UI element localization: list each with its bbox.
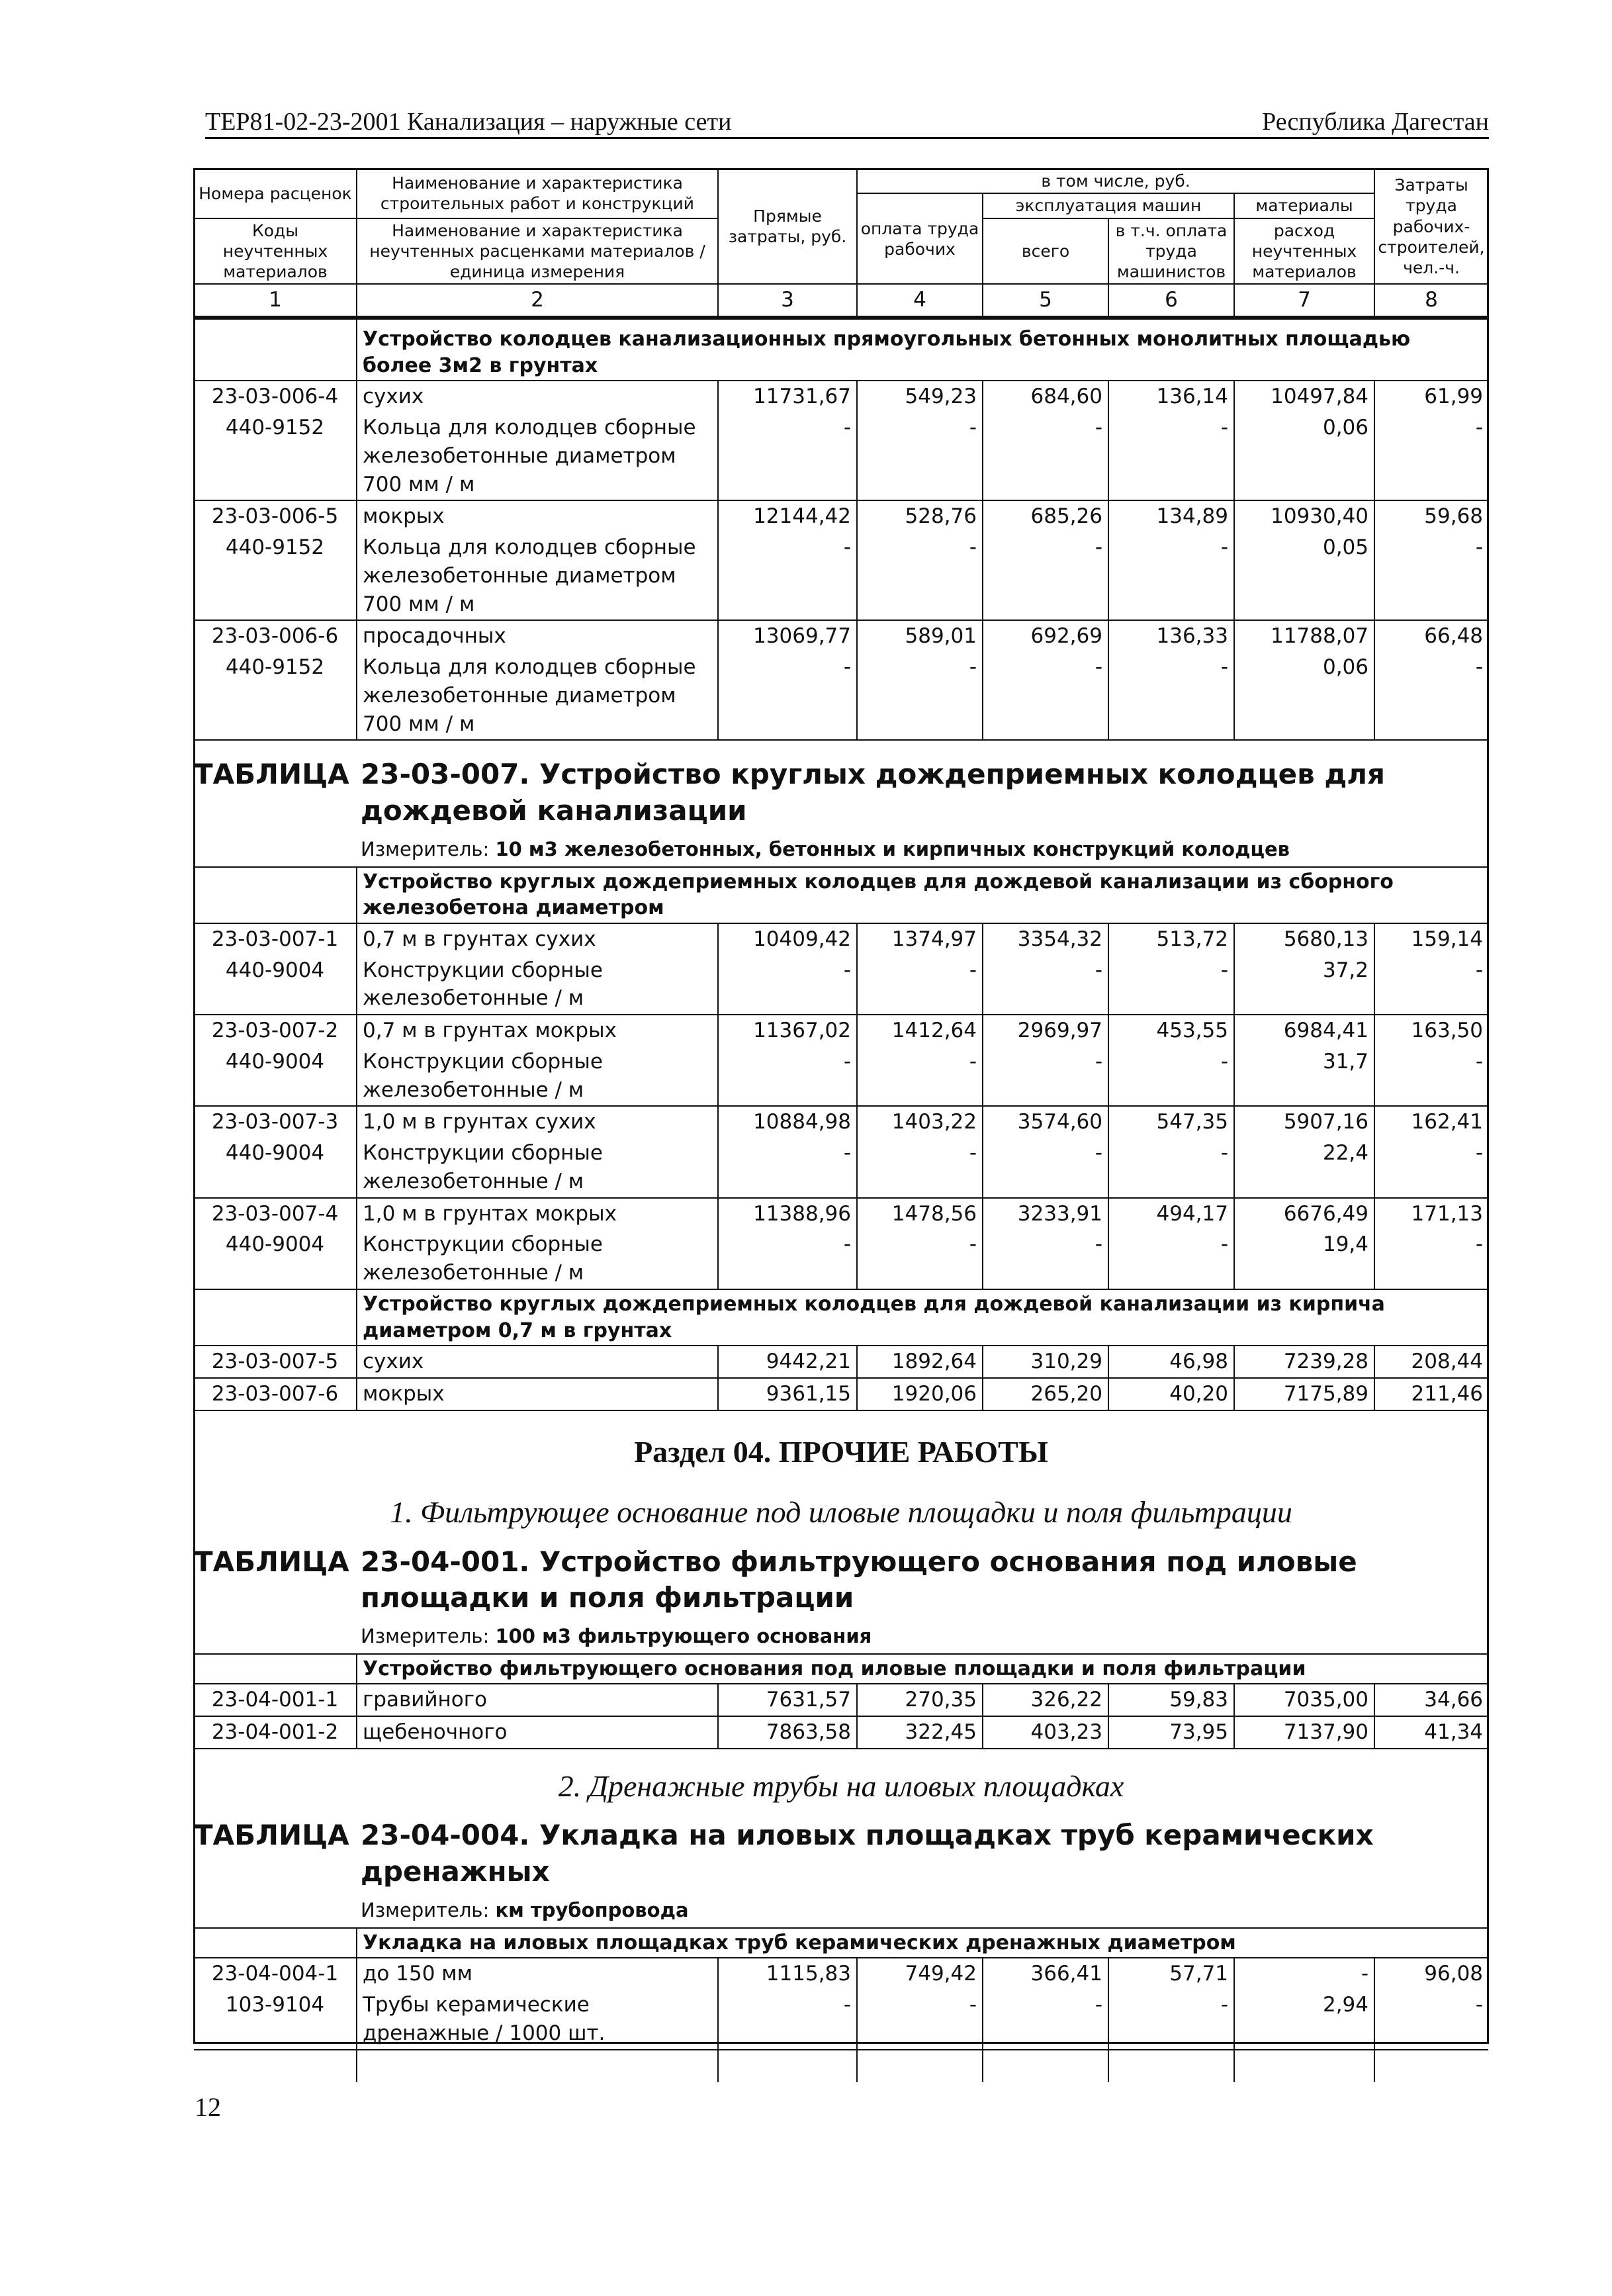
rate-code: 23-03-006-4 (194, 381, 357, 412)
table-row (194, 955, 1488, 1015)
value-cell: - (1475, 1992, 1484, 2017)
value-cell: 136,33 (1108, 620, 1234, 652)
machines-header: эксплуатация машин (983, 193, 1234, 218)
page-header (192, 99, 1489, 139)
table-row (194, 381, 1488, 412)
value-cell: 1412,64 (857, 1015, 983, 1046)
value-cell: 59,83 (1108, 1684, 1234, 1716)
work-name: 1,0 м в грунтах мокрых (357, 1198, 718, 1230)
table-row (194, 1990, 1488, 2050)
value-cell: 326,22 (983, 1684, 1108, 1716)
value-cell: 11388,96 (718, 1198, 857, 1230)
value-cell: - (1475, 1141, 1484, 1166)
value-cell: 547,35 (1108, 1106, 1234, 1138)
value-cell: 136,14 (1108, 381, 1234, 412)
value-cell: 208,44 (1374, 1346, 1488, 1378)
column-numbers: 1 2 3 4 5 6 7 8 (194, 284, 1488, 318)
value-cell: - (718, 955, 857, 1015)
value-cell: 2969,97 (983, 1015, 1108, 1046)
work-name: сухих (357, 381, 718, 412)
value-cell: 366,41 (983, 1958, 1108, 1990)
value-cell: 11731,67 (718, 381, 857, 412)
work-name: до 150 мм (357, 1958, 718, 1990)
value-cell: 159,14 (1374, 923, 1488, 955)
value-cell: 270,35 (857, 1684, 983, 1716)
work-name: мокрых (357, 500, 718, 532)
value-cell: 513,72 (1108, 923, 1234, 955)
value-cell: - (1108, 1990, 1234, 2050)
value-cell: - (857, 412, 983, 500)
table-label: ТАБЛИЦА (194, 758, 349, 791)
value-cell: - (1108, 955, 1234, 1015)
value-cell: - (857, 532, 983, 620)
value-cell: 1403,22 (857, 1106, 983, 1138)
rate-code: 23-04-001-2 (194, 1716, 357, 1749)
value-cell: 3574,60 (983, 1106, 1108, 1138)
page-number: 12 (195, 2092, 221, 2122)
rate-code: 440-9004 (194, 1046, 357, 1107)
subsection-row (194, 1749, 1488, 1928)
subsection-title: 1. Фильтрующее основание под иловые площадки и поля фильтрации (390, 1495, 1292, 1530)
value-cell: - (1108, 532, 1234, 620)
value-cell: 5907,16 (1234, 1106, 1374, 1138)
value-cell: - (1475, 535, 1484, 560)
value-cell: 589,01 (857, 620, 983, 652)
work-name: 1,0 м в грунтах сухих (357, 1106, 718, 1138)
value-cell: 13069,77 (718, 620, 857, 652)
rate-code: 440-9004 (194, 1138, 357, 1198)
value-cell: 11788,07 (1234, 620, 1374, 652)
value-cell: - (857, 1138, 983, 1198)
value-cell: - (718, 1990, 857, 2050)
value-cell: - (718, 532, 857, 620)
work-name: Трубы керамические дренажные / 1000 шт. (357, 1990, 718, 2050)
rate-code: 23-03-007-4 (194, 1198, 357, 1230)
value-cell: - (1108, 652, 1234, 740)
value-cell: 7631,57 (718, 1684, 857, 1716)
materials-header: материалы (1234, 193, 1374, 218)
rates-table (193, 168, 1489, 2082)
col7-header: расход неучтенных материалов (1234, 218, 1374, 285)
work-name: гравийного (357, 1684, 718, 1716)
value-cell: 7239,28 (1234, 1346, 1374, 1378)
work-name: сухих (357, 1346, 718, 1378)
rate-code: 23-03-007-2 (194, 1015, 357, 1046)
table-row (194, 1229, 1488, 1289)
value-cell: 310,29 (983, 1346, 1108, 1378)
rate-code: 23-03-007-1 (194, 923, 357, 955)
value-cell: - (857, 955, 983, 1015)
table-row (194, 1015, 1488, 1046)
table-row (194, 1138, 1488, 1198)
value-cell: 2,94 (1234, 1990, 1374, 2050)
value-cell: - (983, 652, 1108, 740)
rate-code: 23-04-001-1 (194, 1684, 357, 1716)
col1a-header: Номера расценок (194, 169, 357, 218)
value-cell: 59,68 (1374, 500, 1488, 532)
value-cell: 6676,49 (1234, 1198, 1374, 1230)
value-cell: 1374,97 (857, 923, 983, 955)
t401-rows (194, 1684, 1488, 1749)
empty-row (194, 2050, 1488, 2082)
value-cell: 5680,13 (1234, 923, 1374, 955)
work-name: Конструкции сборные железобетонные / м (357, 1046, 718, 1107)
value-cell: - (718, 1046, 857, 1107)
value-cell: - (983, 955, 1108, 1015)
col2b-header: Наименование и характеристика неучтенных расценками материалов / единица измерения (357, 218, 718, 285)
value-cell: - (857, 1229, 983, 1289)
value-cell: 37,2 (1234, 955, 1374, 1015)
incl-header: в том числе, руб. (857, 169, 1374, 193)
value-cell: - (1108, 1046, 1234, 1107)
value-cell: 3354,32 (983, 923, 1108, 955)
work-name: Конструкции сборные железобетонные / м (357, 955, 718, 1015)
value-cell: - (718, 412, 857, 500)
value-cell: 10409,42 (718, 923, 857, 955)
value-cell: 6984,41 (1234, 1015, 1374, 1046)
table-row (194, 412, 1488, 500)
table-row (194, 1378, 1488, 1410)
value-cell: - (1475, 415, 1484, 439)
section-title: Раздел 04. ПРОЧИЕ РАБОТЫ (634, 1434, 1048, 1469)
col4-header: оплата труда рабочих (857, 193, 983, 284)
value-cell: 134,89 (1108, 500, 1234, 532)
value-cell: - (1108, 1229, 1234, 1289)
value-cell: 73,95 (1108, 1716, 1234, 1749)
value-cell: 7175,89 (1234, 1378, 1374, 1410)
col3-header: Прямые затраты, руб. (718, 169, 857, 284)
value-cell: - (983, 532, 1108, 620)
value-cell: 1115,83 (718, 1958, 857, 1990)
value-cell: 9361,15 (718, 1378, 857, 1410)
value-cell: - (718, 1138, 857, 1198)
value-cell: 46,98 (1108, 1346, 1234, 1378)
value-cell: 265,20 (983, 1378, 1108, 1410)
rate-code: 440-9004 (194, 955, 357, 1015)
value-cell: 61,99 (1374, 381, 1488, 412)
rate-code: 440-9152 (194, 532, 357, 620)
work-name: щебеночного (357, 1716, 718, 1749)
value-cell: - (718, 652, 857, 740)
t404-rows (194, 1958, 1488, 2049)
group-heading: Устройство круглых дождеприемных колодцев для дождевой канализации из сборного железобетона диаметром (194, 867, 1488, 923)
value-cell: - (1475, 1232, 1484, 1257)
table-row (194, 652, 1488, 740)
header-row-1 (194, 169, 1488, 193)
table-row (194, 1684, 1488, 1716)
col1b-header: Коды неучтенных материалов (194, 218, 357, 285)
value-cell: - (1108, 412, 1234, 500)
rate-code: 440-9152 (194, 412, 357, 500)
table-row (194, 1046, 1488, 1107)
value-cell: - (983, 412, 1108, 500)
value-cell: 1892,64 (857, 1346, 983, 1378)
value-cell: 749,42 (857, 1958, 983, 1990)
work-name: 0,7 м в грунтах сухих (357, 923, 718, 955)
block1-rows (194, 381, 1488, 740)
value-cell: 34,66 (1374, 1684, 1488, 1716)
table-title: 23-04-004. Укладка на иловых площадках труб керамических дренажных (361, 1819, 1374, 1888)
table-label: ТАБЛИЦА (194, 1545, 349, 1578)
document-code: ТЕР81-02-23-2001 Канализация – наружные сети (205, 108, 732, 136)
value-cell: 528,76 (857, 500, 983, 532)
value-cell: 57,71 (1108, 1958, 1234, 1990)
table-title-row (194, 740, 1488, 866)
table-row (194, 1106, 1488, 1138)
group-heading: Устройство колодцев канализационных прямоугольных бетонных монолитных площадью более 3м2 в грунтах (194, 318, 1488, 381)
value-cell: 163,50 (1374, 1015, 1488, 1046)
value-cell: - (983, 1138, 1108, 1198)
table-label: ТАБЛИЦА (194, 1819, 349, 1852)
table-row (194, 1716, 1488, 1749)
work-name: Кольца для колодцев сборные железобетонные диаметром 700 мм / м (357, 532, 718, 620)
value-cell: - (983, 1990, 1108, 2050)
measure-unit: Измеритель: 100 м3 фильтрующего основания (361, 1624, 872, 1647)
value-cell: - (1475, 958, 1484, 982)
table-row (194, 1198, 1488, 1230)
value-cell: - (1475, 655, 1484, 680)
work-name: Кольца для колодцев сборные железобетонные диаметром 700 мм / м (357, 652, 718, 740)
value-cell: 1478,56 (857, 1198, 983, 1230)
measure-unit: Измеритель: 10 м3 железобетонных, бетонных и кирпичных конструкций колодцев (361, 837, 1290, 860)
t007-rows (194, 923, 1488, 1289)
col8-header: Затраты труда рабочих-строителей, чел.-ч. (1374, 169, 1488, 284)
value-cell: 403,23 (983, 1716, 1108, 1749)
rate-code: 23-03-007-5 (194, 1346, 357, 1378)
value-cell: 19,4 (1234, 1229, 1374, 1289)
table-row (194, 923, 1488, 955)
section-row (194, 1410, 1488, 1654)
t007-brick-rows (194, 1346, 1488, 1410)
col5-header: всего (983, 218, 1108, 285)
work-name: Конструкции сборные железобетонные / м (357, 1229, 718, 1289)
table-row (194, 1346, 1488, 1378)
table-row (194, 1958, 1488, 1990)
group-heading: Устройство круглых дождеприемных колодцев для дождевой канализации из кирпича диаметром 0,7 м в грунтах (194, 1289, 1488, 1346)
rate-code: 440-9004 (194, 1229, 357, 1289)
value-cell: 549,23 (857, 381, 983, 412)
value-cell: 22,4 (1234, 1138, 1374, 1198)
col2a-header: Наименование и характеристика строительных работ и конструкций (357, 169, 718, 218)
rate-code: 23-03-006-6 (194, 620, 357, 652)
value-cell: 66,48 (1374, 620, 1488, 652)
value-cell: 3233,91 (983, 1198, 1108, 1230)
rate-code: 23-03-007-3 (194, 1106, 357, 1138)
value-cell: 0,06 (1234, 652, 1374, 740)
subsection-title: 2. Дренажные трубы на иловых площадках (558, 1768, 1124, 1803)
table-title: 23-03-007. Устройство круглых дождеприемных колодцев для дождевой канализации (361, 758, 1385, 827)
work-name: Конструкции сборные железобетонные / м (357, 1138, 718, 1198)
value-cell: 10930,40 (1234, 500, 1374, 532)
value-cell: 162,41 (1374, 1106, 1488, 1138)
value-cell: 7137,90 (1234, 1716, 1374, 1749)
rate-code: 23-04-004-1 (194, 1958, 357, 1990)
rate-code: 23-03-006-5 (194, 500, 357, 532)
work-name: просадочных (357, 620, 718, 652)
value-cell: 684,60 (983, 381, 1108, 412)
value-cell: - (983, 1046, 1108, 1107)
value-cell: - (1475, 1049, 1484, 1074)
value-cell: 211,46 (1374, 1378, 1488, 1410)
header-rule (205, 137, 1489, 139)
value-cell: 10497,84 (1234, 381, 1374, 412)
value-cell: 40,20 (1108, 1378, 1234, 1410)
value-cell: 453,55 (1108, 1015, 1234, 1046)
work-name: мокрых (357, 1378, 718, 1410)
value-cell: - (857, 1046, 983, 1107)
col6-header: в т.ч. оплата труда машинистов (1108, 218, 1234, 285)
value-cell: - (857, 652, 983, 740)
value-cell: 494,17 (1108, 1198, 1234, 1230)
value-cell: 0,05 (1234, 532, 1374, 620)
value-cell: 1920,06 (857, 1378, 983, 1410)
value-cell: 10884,98 (718, 1106, 857, 1138)
rate-code: 440-9152 (194, 652, 357, 740)
rate-code: 23-03-007-6 (194, 1378, 357, 1410)
value-cell: - (718, 1229, 857, 1289)
table-row (194, 620, 1488, 652)
value-cell: - (1234, 1958, 1374, 1990)
value-cell: 692,69 (983, 620, 1108, 652)
value-cell: 7863,58 (718, 1716, 857, 1749)
region-name: Республика Дагестан (1262, 108, 1489, 136)
value-cell: - (857, 1990, 983, 2050)
work-name: 0,7 м в грунтах мокрых (357, 1015, 718, 1046)
value-cell: 9442,21 (718, 1346, 857, 1378)
work-name: Кольца для колодцев сборные железобетонные диаметром 700 мм / м (357, 412, 718, 500)
value-cell: 322,45 (857, 1716, 983, 1749)
value-cell: 685,26 (983, 500, 1108, 532)
rate-code: 103-9104 (194, 1990, 357, 2050)
group-heading: Устройство фильтрующего основания под иловые площадки и поля фильтрации (194, 1654, 1488, 1684)
value-cell: 12144,42 (718, 500, 857, 532)
value-cell: 31,7 (1234, 1046, 1374, 1107)
table-row (194, 500, 1488, 532)
value-cell: 96,08 (1374, 1958, 1488, 1990)
value-cell: 0,06 (1234, 412, 1374, 500)
value-cell: 7035,00 (1234, 1684, 1374, 1716)
value-cell: - (1108, 1138, 1234, 1198)
table-title: 23-04-001. Устройство фильтрующего основания под иловые площадки и поля фильтрации (361, 1545, 1357, 1614)
table-row (194, 532, 1488, 620)
value-cell: 11367,02 (718, 1015, 857, 1046)
value-cell: 41,34 (1374, 1716, 1488, 1749)
measure-unit: Измеритель: км трубопровода (361, 1898, 689, 1921)
value-cell: 171,13 (1374, 1198, 1488, 1230)
group-heading: Укладка на иловых площадках труб керамических дренажных диаметром (194, 1928, 1488, 1958)
value-cell: - (983, 1229, 1108, 1289)
